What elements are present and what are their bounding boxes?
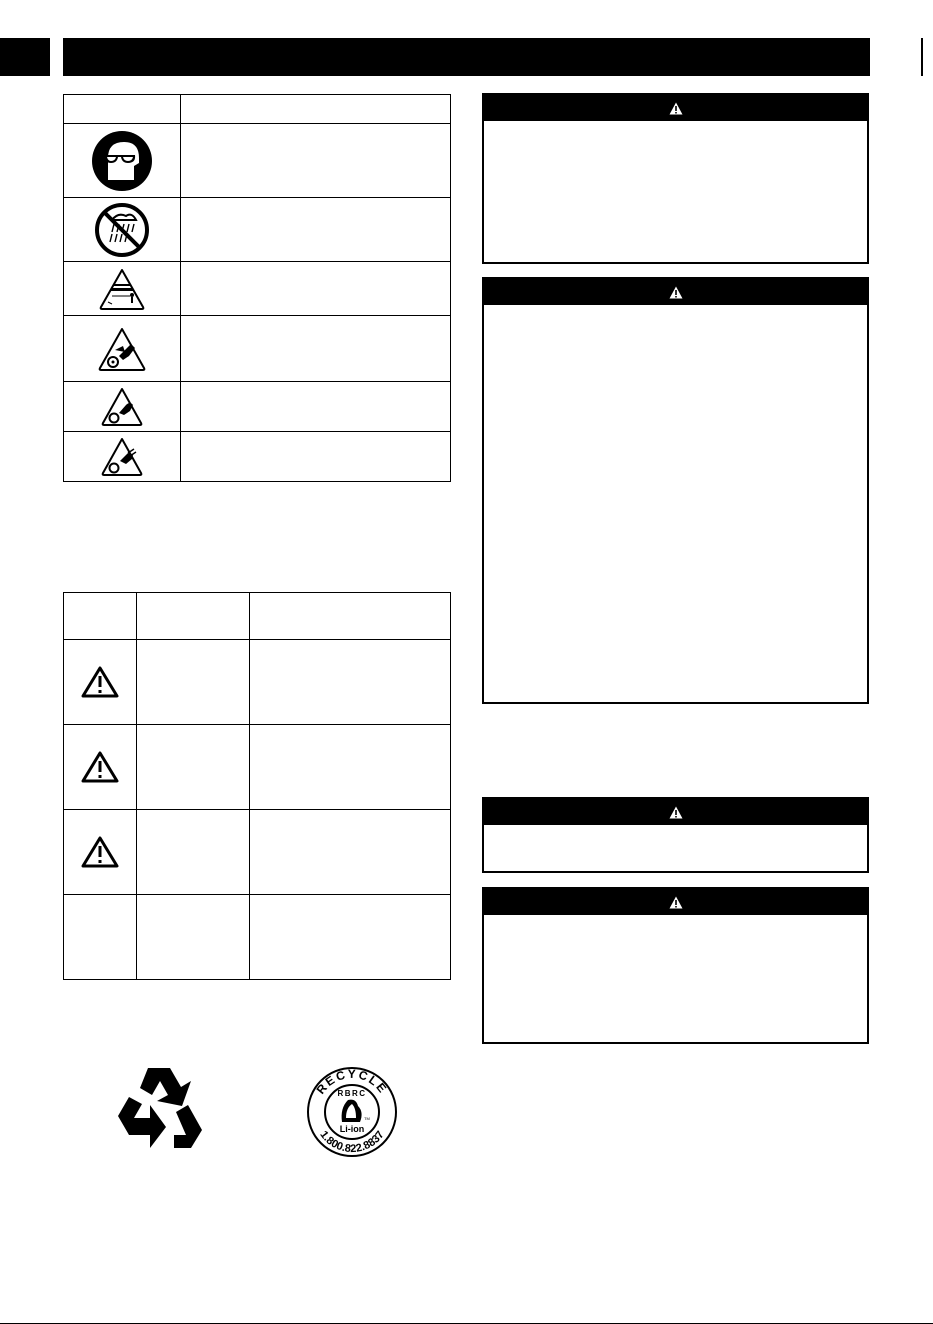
symbol-meaning xyxy=(181,432,451,482)
meaning-column-header xyxy=(181,95,451,124)
symbol-column-header xyxy=(64,95,181,124)
meaning-column-header xyxy=(250,593,451,640)
warning-header xyxy=(484,279,867,305)
signal-word xyxy=(137,810,250,895)
warning-triangle-icon xyxy=(669,286,683,299)
signal-word xyxy=(137,725,250,810)
warning-box xyxy=(482,797,869,873)
table-row xyxy=(64,895,451,980)
table-row xyxy=(64,432,451,482)
signal-column-header xyxy=(137,593,250,640)
rotating-blade-feet-icon xyxy=(97,326,147,372)
language-tab xyxy=(0,38,50,76)
warning-triangle-icon xyxy=(669,896,683,909)
table-row xyxy=(64,124,451,198)
page-edge-mark xyxy=(921,38,923,76)
safety-glasses-icon xyxy=(91,130,153,192)
symbol-meaning xyxy=(181,124,451,198)
table-row xyxy=(64,640,451,725)
warning-header xyxy=(484,95,867,121)
table-row xyxy=(64,810,451,895)
table-header-row xyxy=(64,593,451,640)
warning-header xyxy=(484,889,867,915)
warning-box xyxy=(482,277,869,704)
warning-triangle-icon xyxy=(669,102,683,115)
signal-meaning xyxy=(250,895,451,980)
seal-phone-text: 1.800.822.8837 xyxy=(317,1128,387,1156)
keep-bystanders-away-icon xyxy=(98,267,146,311)
rbrc-recycle-seal xyxy=(306,1066,398,1158)
signal-meaning xyxy=(250,810,451,895)
symbol-meaning xyxy=(181,382,451,432)
section-header-bar xyxy=(63,38,870,76)
warning-box xyxy=(482,93,869,264)
safety-symbols-table xyxy=(63,94,451,482)
table-row xyxy=(64,262,451,316)
table-row xyxy=(64,725,451,810)
symbol-meaning xyxy=(181,316,451,382)
seal-org-text: RBRC xyxy=(337,1089,367,1098)
warning-triangle-icon xyxy=(80,665,120,699)
seal-recycle-text: RECYCLE xyxy=(313,1066,391,1097)
signal-meaning xyxy=(250,640,451,725)
recycle-icon xyxy=(114,1064,206,1156)
warning-triangle-icon xyxy=(80,750,120,784)
seal-chemistry-text: Li-ion xyxy=(339,1124,365,1134)
warning-box xyxy=(482,887,869,1044)
seal-trademark-text: TM xyxy=(364,1116,370,1121)
symbol-column-header xyxy=(64,593,137,640)
warning-triangle-icon xyxy=(80,835,120,869)
signal-word xyxy=(137,895,250,980)
rotating-blade-hand-icon xyxy=(100,387,144,427)
table-row xyxy=(64,198,451,262)
table-header-row xyxy=(64,95,451,124)
symbol-meaning xyxy=(181,198,451,262)
warning-header xyxy=(484,799,867,825)
rotating-blade-fingers-icon xyxy=(100,437,144,477)
table-row xyxy=(64,316,451,382)
signal-word xyxy=(137,640,250,725)
no-rain-icon xyxy=(94,202,150,258)
signal-meaning xyxy=(250,725,451,810)
table-row xyxy=(64,382,451,432)
warning-triangle-icon xyxy=(669,806,683,819)
signal-words-table xyxy=(63,592,451,980)
symbol-meaning xyxy=(181,262,451,316)
